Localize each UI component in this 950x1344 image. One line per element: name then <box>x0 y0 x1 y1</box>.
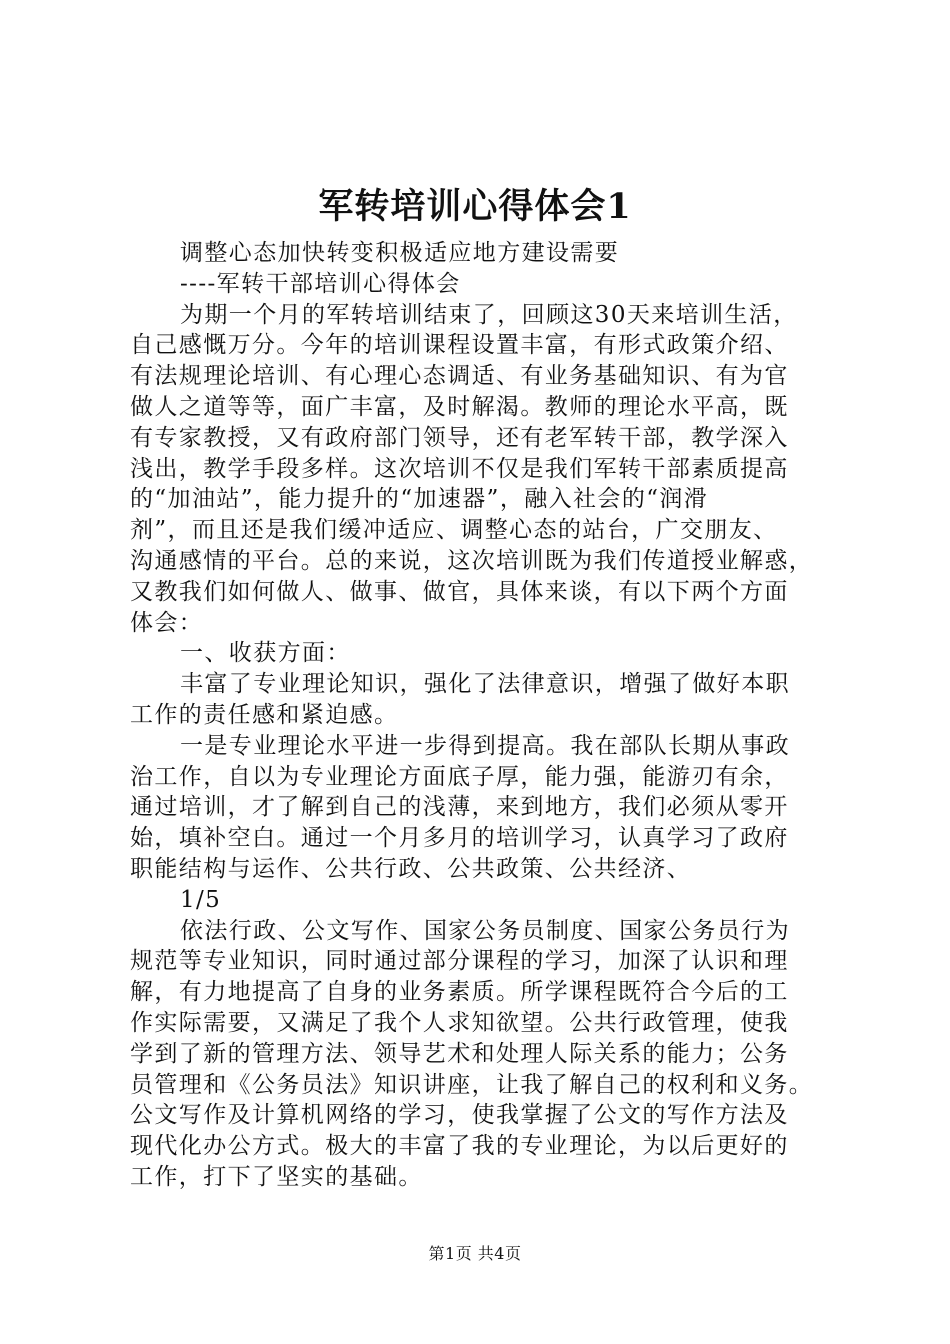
text-line: 作实际需要，又满足了我个人求知欲望。公共行政管理，使我 <box>130 1009 789 1036</box>
text-line: 一是专业理论水平进一步得到提高。我在部队长期从事政 <box>180 732 790 759</box>
text-line: 为期一个月的军转培训结束了，回顾这30天来培训生活， <box>180 301 798 328</box>
text-line: ----军转干部培训心得体会 <box>180 270 461 297</box>
text-line: 解，有力地提高了自身的业务素质。所学课程既符合今后的工 <box>130 979 789 1006</box>
text-line: 现代化办公方式。极大的丰富了我的专业理论，为以后更好的 <box>130 1133 789 1160</box>
text-line: 调整心态加快转变积极适应地方建设需要 <box>180 240 620 266</box>
text-line: 有法规理论培训、有心理心态调适、有业务基础知识、有为官 <box>130 363 789 390</box>
text-line: 有专家教授，又有政府部门领导，还有老军转干部，教学深入 <box>130 424 789 451</box>
text-line: 通过培训，才了解到自己的浅薄，来到地方，我们必须从零开 <box>130 794 789 821</box>
text-line: 职能结构与运作、公共行政、公共政策、公共经济、 <box>130 855 692 882</box>
text-line: 学到了新的管理方法、领导艺术和处理人际关系的能力；公务 <box>130 1040 789 1067</box>
text-line: 浅出，教学手段多样。这次培训不仅是我们军转干部素质提高 <box>130 455 789 482</box>
document-title: 军转培训心得体会1 <box>318 186 632 227</box>
text-line: 做人之道等等，面广丰富，及时解渴。教师的理论水平高，既 <box>130 393 789 420</box>
text-line: 始，填补空白。通过一个月多月的培训学习，认真学习了政府 <box>130 825 789 852</box>
page-footer: 第1页 共4页 <box>428 1244 522 1263</box>
text-line: 沟通感情的平台。总的来说，这次培训既为我们传道授业解惑， <box>130 547 814 574</box>
text-line: 又教我们如何做人、做事、做官，具体来谈，有以下两个方面 <box>130 578 789 605</box>
text-line: 丰富了专业理论知识，强化了法律意识，增强了做好本职 <box>180 671 790 698</box>
text-line: 依法行政、公文写作、国家公务员制度、国家公务员行为 <box>180 917 790 944</box>
text-line: 员管理和《公务员法》知识讲座，让我了解自己的权利和义务。 <box>130 1071 814 1098</box>
text-line: 公文写作及计算机网络的学习，使我掌握了公文的写作方法及 <box>130 1102 789 1129</box>
text-line: 剂”，而且还是我们缓冲适应、调整心态的站台，广交朋友、 <box>130 517 778 544</box>
text-line: 治工作，自以为专业理论方面底子厚，能力强，能游刃有余， <box>130 763 789 790</box>
document-body <box>130 238 830 1193</box>
text-line: 工作的责任感和紧迫感。 <box>130 701 399 728</box>
text-line: 的“加油站”，能力提升的“加速器”，融入社会的“润滑 <box>130 486 709 513</box>
text-line: 体会： <box>130 609 204 636</box>
text-line: 自己感慨万分。今年的培训课程设置丰富，有形式政策介绍、 <box>130 332 789 359</box>
text-line: 规范等专业知识，同时通过部分课程的学习，加深了认识和理 <box>130 948 789 975</box>
text-line: 一、收获方面： <box>180 640 351 667</box>
text-line: 1/5 <box>180 886 222 913</box>
text-line: 工作，打下了坚实的基础。 <box>130 1163 423 1190</box>
